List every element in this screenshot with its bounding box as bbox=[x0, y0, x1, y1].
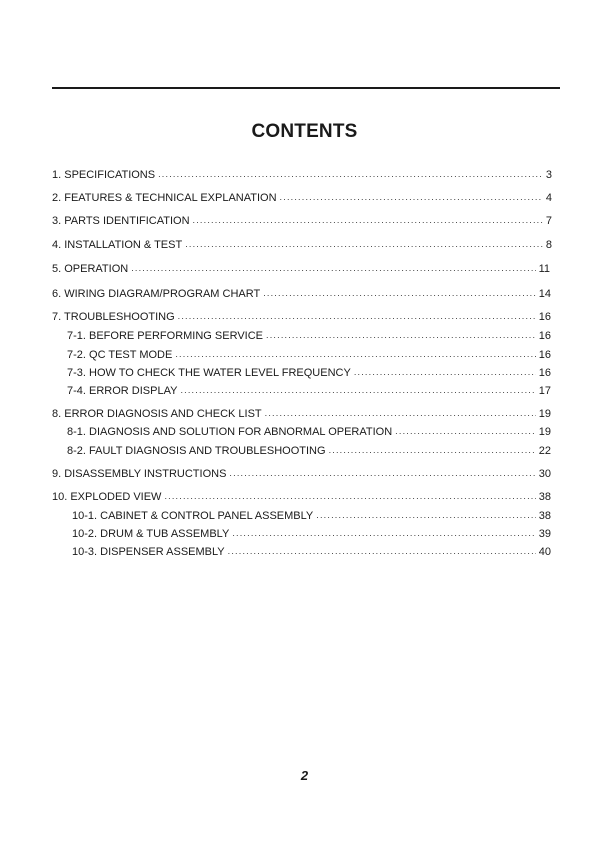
toc-entry-label: 7-2. QC TEST MODE bbox=[67, 349, 173, 361]
dot-leader bbox=[229, 466, 535, 480]
dot-leader bbox=[280, 190, 543, 204]
page-title: CONTENTS bbox=[251, 121, 358, 142]
toc-entry-wiring-diagram[interactable] bbox=[52, 287, 551, 301]
toc-entry-page: 38 bbox=[538, 491, 551, 503]
dot-leader bbox=[395, 424, 536, 438]
toc-entry-label: 10-2. DRUM & TUB ASSEMBLY bbox=[72, 528, 230, 540]
dot-leader bbox=[228, 544, 536, 558]
toc-entry-operation[interactable] bbox=[52, 262, 550, 276]
dot-leader bbox=[164, 489, 535, 503]
toc-entry-error-display[interactable] bbox=[67, 384, 551, 398]
toc-entry-fault-diagnosis[interactable] bbox=[67, 444, 551, 458]
toc-entry-label: 7-1. BEFORE PERFORMING SERVICE bbox=[67, 330, 264, 342]
toc-entry-parts-identification[interactable] bbox=[52, 214, 552, 228]
dot-leader bbox=[175, 347, 535, 361]
toc-entry-label: 1. SPECIFICATIONS bbox=[52, 169, 156, 181]
toc-entry-cabinet-assembly[interactable] bbox=[72, 509, 551, 523]
dot-leader bbox=[193, 213, 543, 227]
toc-entry-disassembly[interactable] bbox=[52, 467, 551, 481]
toc-entry-label: 10-1. CABINET & CONTROL PANEL ASSEMBLY bbox=[72, 510, 314, 522]
toc-entry-page: 16 bbox=[538, 349, 551, 361]
page-number: 2 bbox=[300, 768, 309, 783]
toc-entry-label: 4. INSTALLATION & TEST bbox=[52, 239, 183, 251]
dot-leader bbox=[180, 383, 535, 397]
dot-leader bbox=[232, 526, 535, 540]
toc-entry-dispenser-assembly[interactable] bbox=[72, 545, 551, 559]
dot-leader bbox=[131, 261, 535, 275]
toc-entry-label: 10. EXPLODED VIEW bbox=[52, 491, 162, 503]
dot-leader bbox=[354, 365, 536, 379]
toc-entry-page: 14 bbox=[538, 288, 551, 300]
toc-entry-water-level-frequency[interactable] bbox=[67, 366, 551, 380]
toc-entry-abnormal-operation[interactable] bbox=[67, 425, 551, 439]
toc-entry-page: 16 bbox=[538, 311, 551, 323]
toc-entry-label: 8-1. DIAGNOSIS AND SOLUTION FOR ABNORMAL OPERATION bbox=[67, 426, 393, 438]
toc-entry-drum-tub-assembly[interactable] bbox=[72, 527, 551, 541]
dot-leader bbox=[329, 443, 536, 457]
toc-entry-label: 10-3. DISPENSER ASSEMBLY bbox=[72, 546, 225, 558]
toc-entry-label: 8. ERROR DIAGNOSIS AND CHECK LIST bbox=[52, 408, 262, 420]
dot-leader bbox=[263, 286, 536, 300]
dot-leader bbox=[158, 167, 543, 181]
toc-entry-page: 39 bbox=[538, 528, 551, 540]
header-rule bbox=[52, 87, 560, 89]
toc-entry-page: 16 bbox=[538, 367, 551, 379]
toc-entry-page: 40 bbox=[538, 546, 551, 558]
toc-entry-label: 5. OPERATION bbox=[52, 263, 129, 275]
toc-entry-page: 7 bbox=[545, 215, 552, 227]
toc-entry-page: 11 bbox=[538, 263, 550, 275]
dot-leader bbox=[266, 328, 536, 342]
toc-entry-page: 3 bbox=[545, 169, 552, 181]
toc-entry-troubleshooting[interactable] bbox=[52, 310, 551, 324]
toc-entry-label: 2. FEATURES & TECHNICAL EXPLANATION bbox=[52, 192, 277, 204]
toc-entry-label: 7-3. HOW TO CHECK THE WATER LEVEL FREQUENCY bbox=[67, 367, 351, 379]
dot-leader bbox=[265, 406, 536, 420]
toc-entry-label: 6. WIRING DIAGRAM/PROGRAM CHART bbox=[52, 288, 261, 300]
toc-entry-label: 3. PARTS IDENTIFICATION bbox=[52, 215, 190, 227]
toc-entry-features[interactable] bbox=[52, 191, 552, 205]
toc-entry-label: 7-4. ERROR DISPLAY bbox=[67, 385, 178, 397]
toc-entry-page: 17 bbox=[538, 385, 551, 397]
toc-entry-exploded-view[interactable] bbox=[52, 490, 551, 504]
toc-entry-page: 16 bbox=[538, 330, 551, 342]
dot-leader bbox=[316, 508, 535, 522]
toc-entry-label: 9. DISASSEMBLY INSTRUCTIONS bbox=[52, 468, 227, 480]
toc-entry-page: 30 bbox=[538, 468, 551, 480]
toc-entry-specifications[interactable] bbox=[52, 168, 552, 182]
toc-entry-page: 22 bbox=[538, 445, 551, 457]
toc-entry-error-diagnosis[interactable] bbox=[52, 407, 551, 421]
toc-entry-page: 19 bbox=[538, 426, 551, 438]
toc-entry-page: 8 bbox=[545, 239, 552, 251]
toc-entry-qc-test-mode[interactable] bbox=[67, 348, 551, 362]
dot-leader bbox=[178, 309, 536, 323]
toc-entry-page: 38 bbox=[538, 510, 551, 522]
toc-entry-label: 8-2. FAULT DIAGNOSIS AND TROUBLESHOOTING bbox=[67, 445, 326, 457]
toc-entry-page: 19 bbox=[538, 408, 551, 420]
toc-entry-label: 7. TROUBLESHOOTING bbox=[52, 311, 175, 323]
toc-entry-page: 4 bbox=[545, 192, 552, 204]
toc-entry-before-performing-service[interactable] bbox=[67, 329, 551, 343]
toc-entry-installation[interactable] bbox=[52, 238, 552, 252]
dot-leader bbox=[185, 237, 543, 251]
